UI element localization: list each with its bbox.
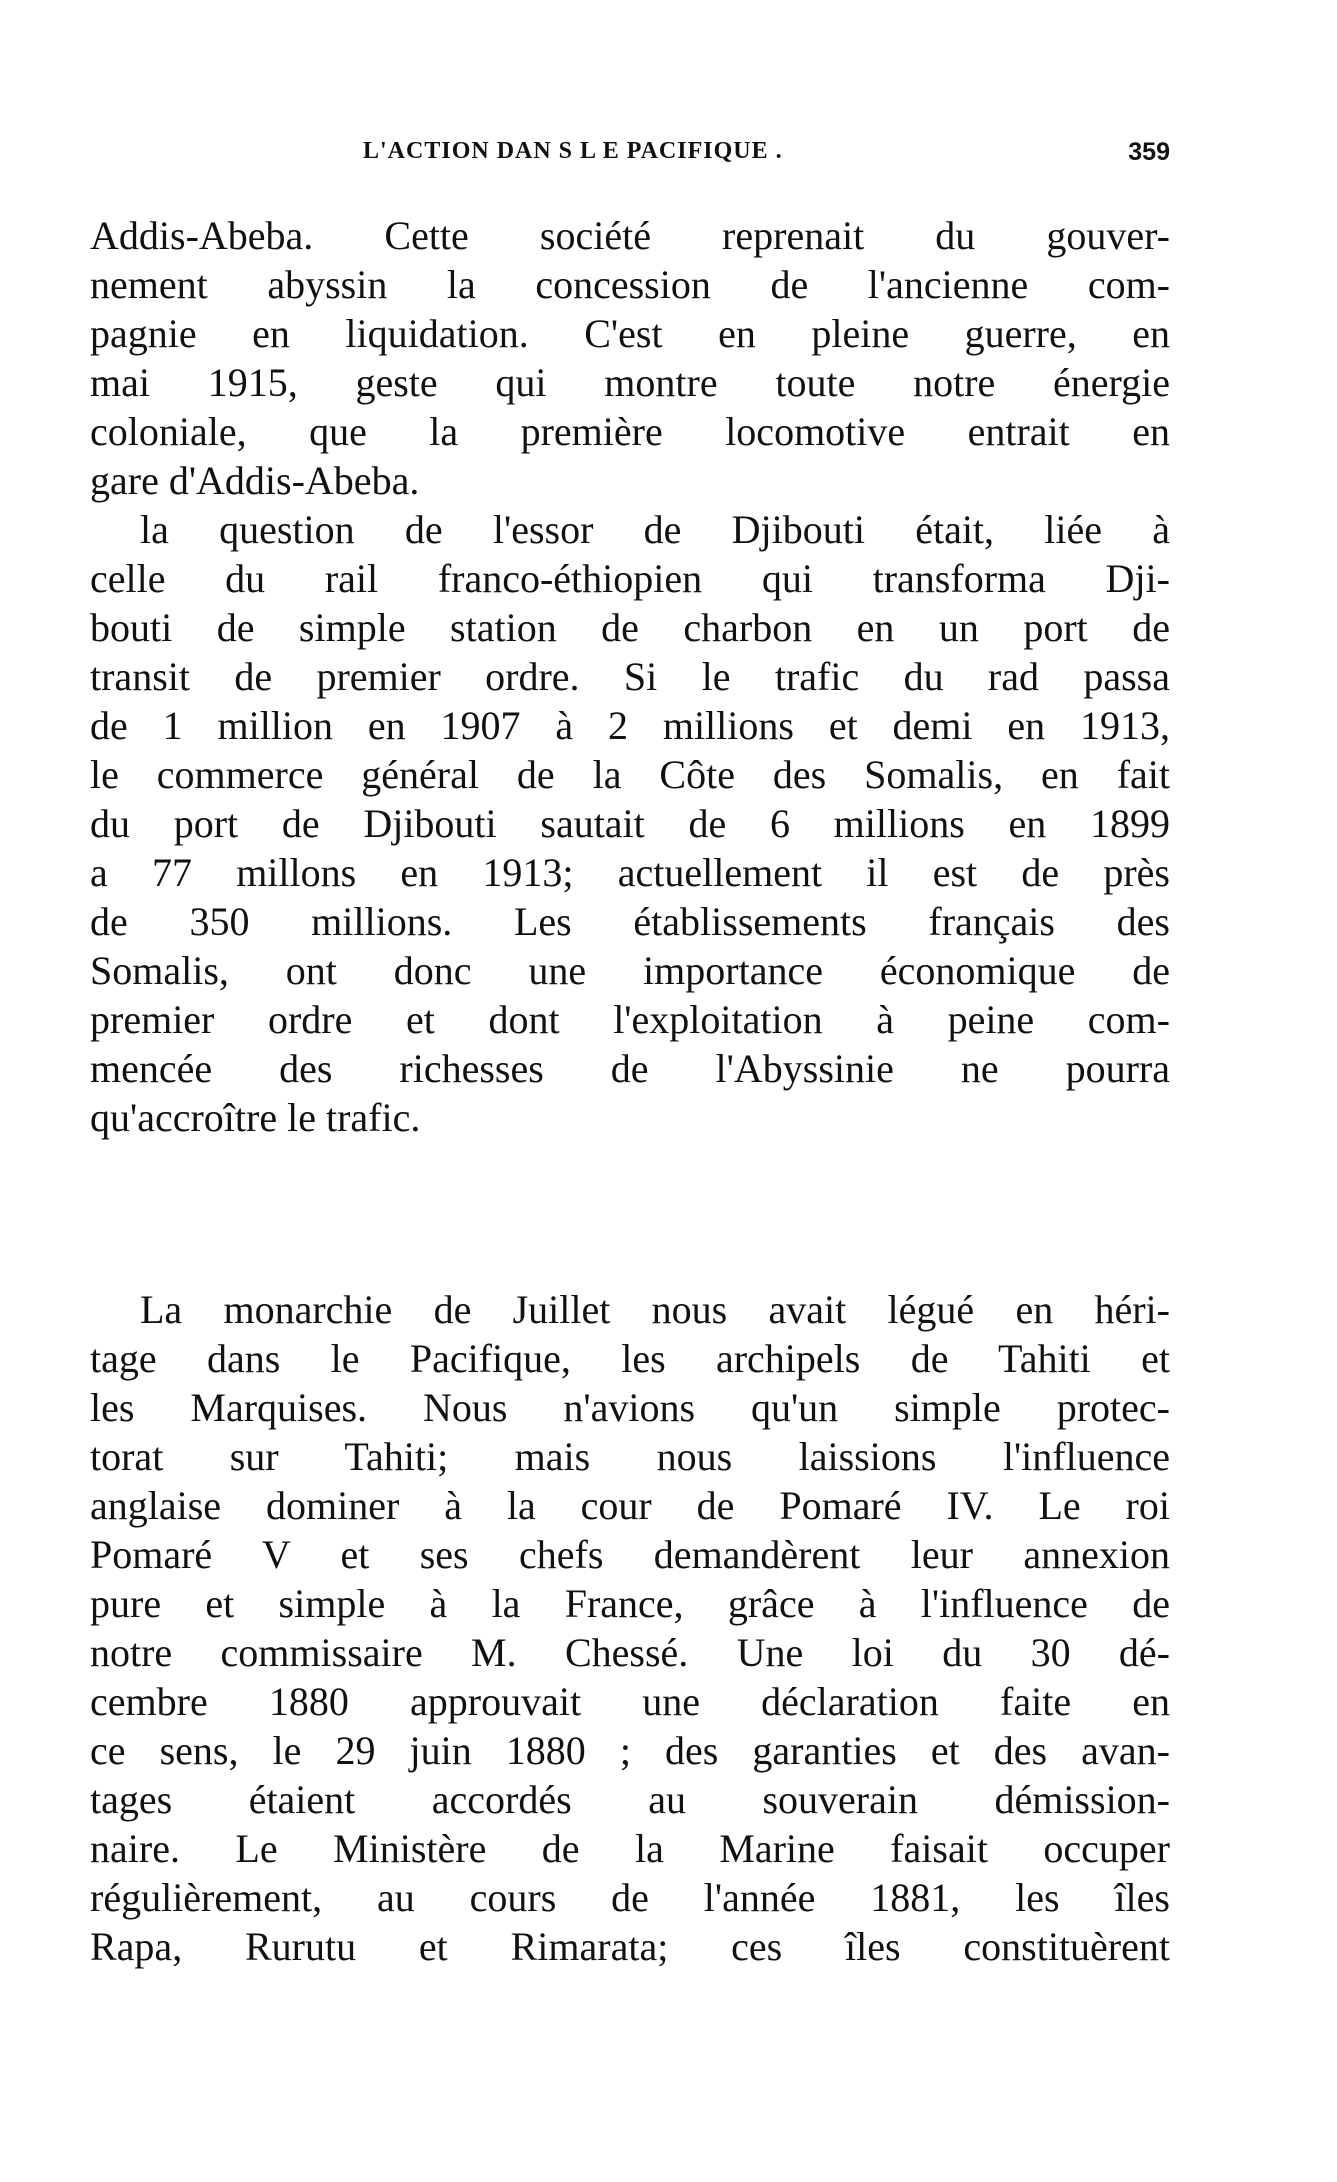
text-line: torat sur Tahiti; mais nous laissions l'influence: [90, 1434, 1170, 1479]
text-line: naire. Le Ministère de la Marine faisait occuper: [90, 1826, 1170, 1871]
text-line: les Marquises. Nous n'avions qu'un simple protec-: [90, 1385, 1170, 1430]
text-line: Pomaré V et ses chefs demandèrent leur annexion: [90, 1532, 1170, 1577]
text-line: La monarchie de Juillet nous avait légué en héri-: [140, 1287, 1170, 1332]
text-line: régulièrement, au cours de l'année 1881, les îles: [90, 1875, 1170, 1920]
text-line: le commerce général de la Côte des Somalis, en fait: [90, 752, 1170, 797]
text-line: coloniale, que la première locomotive entrait en: [90, 409, 1170, 454]
paragraph-djibouti: [90, 505, 1170, 1142]
text-line: mai 1915, geste qui montre toute notre énergie: [90, 360, 1170, 405]
text-line: a 77 millons en 1913; actuellement il est de près: [90, 850, 1170, 895]
paragraph-addis-abeba: [90, 211, 1170, 505]
text-line: premier ordre et dont l'exploitation à peine com-: [90, 997, 1170, 1042]
text-line: tages étaient accordés au souverain démission-: [90, 1777, 1170, 1822]
text-line: pagnie en liquidation. C'est en pleine guerre, en: [90, 311, 1170, 356]
text-block-lower: [90, 1285, 1170, 1971]
text-line: qu'accroître le trafic.: [90, 1095, 421, 1140]
text-line: bouti de simple station de charbon en un port de: [90, 605, 1170, 650]
text-line: transit de premier ordre. Si le trafic du rad passa: [90, 654, 1170, 699]
page-number: 359: [1128, 138, 1170, 166]
text-line: cembre 1880 approuvait une déclaration faite en: [90, 1679, 1170, 1724]
text-line: notre commissaire M. Chessé. Une loi du 30 dé-: [90, 1630, 1170, 1675]
text-line: Addis-Abeba. Cette société reprenait du gouver-: [90, 213, 1170, 258]
text-line: nement abyssin la concession de l'ancienne com-: [90, 262, 1170, 307]
text-line: Somalis, ont donc une importance économique de: [90, 948, 1170, 993]
text-line: de 1 million en 1907 à 2 millions et demi en 1913,: [90, 703, 1170, 748]
text-line: la question de l'essor de Djibouti était, liée à: [140, 507, 1170, 552]
running-head: [90, 138, 1170, 178]
text-line: anglaise dominer à la cour de Pomaré IV. Le roi: [90, 1483, 1170, 1528]
text-line: pure et simple à la France, grâce à l'influence de: [90, 1581, 1170, 1626]
text-line: Rapa, Rurutu et Rimarata; ces îles constituèrent: [90, 1924, 1170, 1969]
text-line: ce sens, le 29 juin 1880 ; des garanties et des avan-: [90, 1728, 1170, 1773]
text-line: tage dans le Pacifique, les archipels de Tahiti et: [90, 1336, 1170, 1381]
text-line: mencée des richesses de l'Abyssinie ne pourra: [90, 1046, 1170, 1091]
text-line: de 350 millions. Les établissements français des: [90, 899, 1170, 944]
paragraph-pacifique: [90, 1285, 1170, 1971]
text-line: gare d'Addis-Abeba.: [90, 458, 420, 503]
text-line: du port de Djibouti sautait de 6 millions en 1899: [90, 801, 1170, 846]
running-title: L'ACTION DAN S L E PACIFIQUE .: [363, 138, 783, 164]
text-line: celle du rail franco-éthiopien qui transforma Dji-: [90, 556, 1170, 601]
text-block-upper: [90, 211, 1170, 1142]
